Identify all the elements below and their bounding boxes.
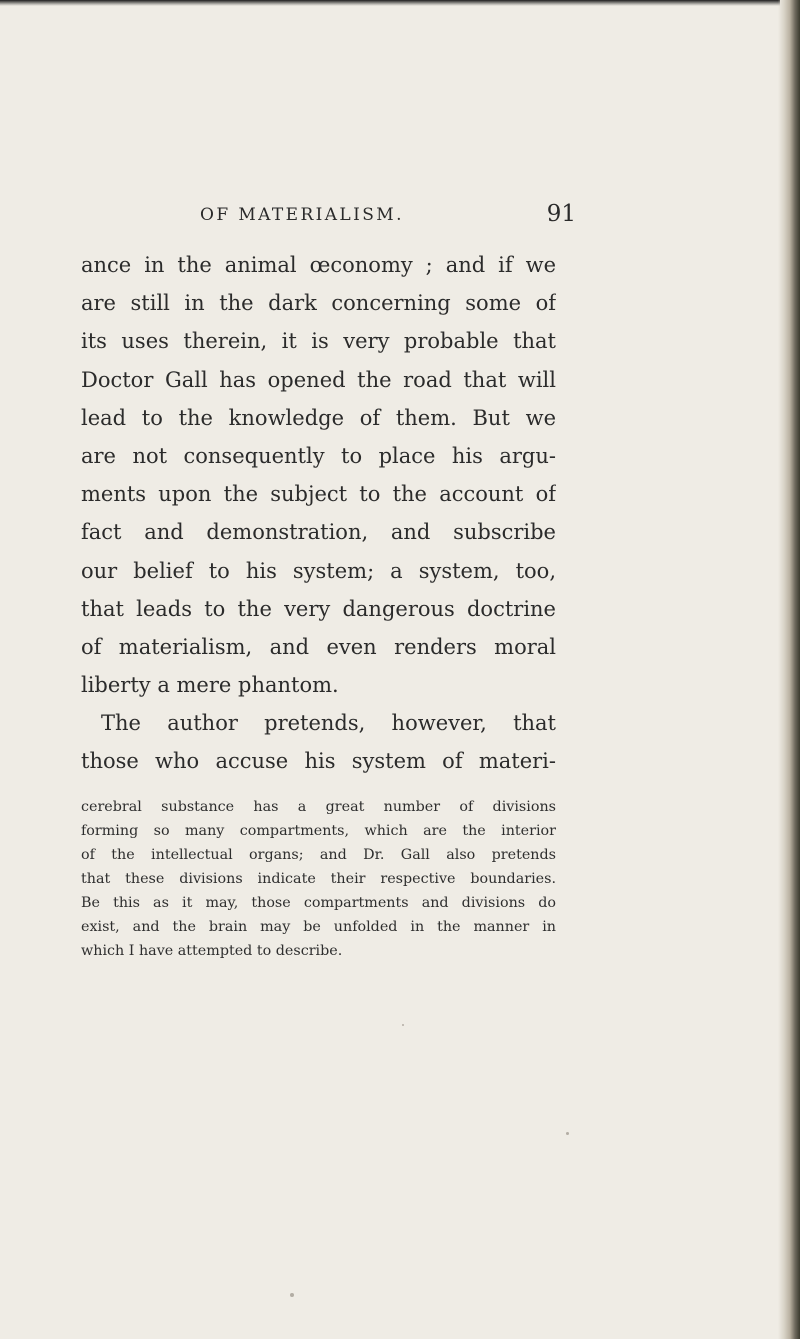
footnote-line: exist, and the brain may be unfolded in the manner in — [81, 919, 556, 935]
page-binding-edge — [778, 0, 800, 1339]
body-line: of materialism, and even renders moral — [81, 634, 556, 659]
footnote-line: that these divisions indicate their respective boundaries. — [81, 871, 556, 887]
page-number: 91 — [546, 201, 576, 227]
body-line: ments upon the subject to the account of — [81, 482, 556, 507]
running-head — [200, 201, 576, 233]
footnote — [81, 795, 556, 963]
body-line: those who accuse his system of materi- — [81, 749, 556, 774]
footnote-line: Be this as it may, those compartments and divisions do — [81, 895, 556, 911]
footnote-line: of the intellectual organs; and Dr. Gall also pretends — [81, 847, 556, 863]
body-line: our belief to his system; a system, too, — [81, 558, 556, 583]
footnote-line: cerebral substance has a great number of divisions — [81, 799, 556, 815]
body-line: liberty a mere phantom. — [81, 673, 339, 698]
body-line-indented: The author pretends, however, that — [101, 711, 556, 736]
body-line: are not consequently to place his argu- — [81, 443, 556, 468]
footnote-line: forming so many compartments, which are the interior — [81, 823, 556, 839]
paper-speck — [566, 1132, 569, 1135]
body-line: fact and demonstration, and subscribe — [81, 520, 556, 545]
body-line: are still in the dark concerning some of — [81, 291, 556, 316]
body-line: its uses therein, it is very probable that — [81, 329, 556, 354]
paper-speck — [290, 1293, 294, 1297]
paper-speck — [402, 1024, 404, 1026]
page-top-shadow — [0, 0, 780, 6]
body-line: lead to the knowledge of them. But we — [81, 405, 556, 430]
body-line: Doctor Gall has opened the road that will — [81, 367, 556, 392]
footnote-line: which I have attempted to describe. — [81, 943, 343, 959]
running-head-title: OF MATERIALISM. — [200, 205, 404, 225]
body-line: ance in the animal œconomy ; and if we — [81, 253, 556, 277]
body-line: that leads to the very dangerous doctrine — [81, 596, 556, 621]
body-text — [81, 246, 556, 781]
